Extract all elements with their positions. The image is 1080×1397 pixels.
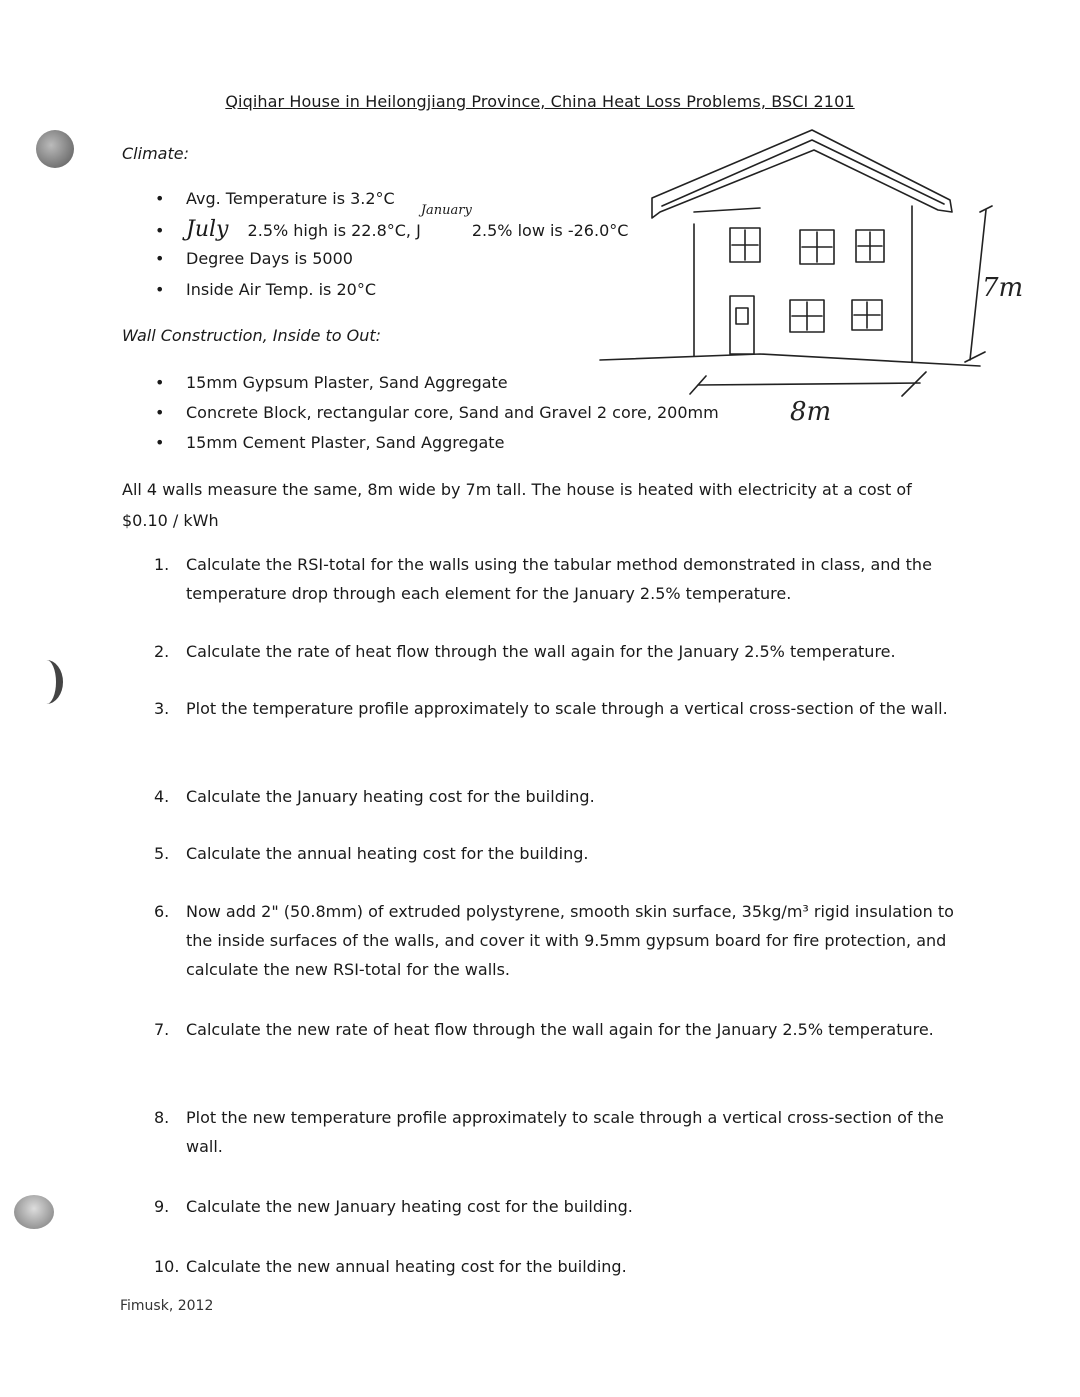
door	[730, 296, 754, 354]
wall-heading: Wall Construction, Inside to Out:	[122, 326, 382, 345]
july-handwritten: July	[186, 217, 229, 242]
eave-line	[694, 208, 760, 212]
question-number: 3.	[154, 699, 170, 718]
question-text: Calculate the new annual heating cost for the building.	[186, 1257, 627, 1276]
question-number: 10.	[154, 1257, 180, 1276]
wall-layer: • 15mm Cement Plaster, Sand Aggregate	[155, 433, 505, 452]
question-text: Now add 2" (50.8mm) of extruded polystyrene, smooth skin surface, 35kg/m³ rigid insulation to the inside surfaces of the walls, and cover it with 9.5mm gypsum board for fire protection, and calculate the new RSI-total for the walls.	[186, 902, 954, 979]
width-label: 8m	[790, 397, 832, 427]
climate-avg-temp: • Avg. Temperature is 3.2°C	[155, 189, 395, 208]
climate-design-temps: • July 2.5% high is 22.8°C, $J^{January}2.5\%$ low is -26.0°C	[155, 203, 629, 242]
degree-days-text: Degree Days is 5000	[186, 249, 353, 268]
question-text: Plot the new temperature profile approximately to scale through a vertical cross-section of the wall.	[186, 1108, 944, 1156]
question-text: Calculate the January heating cost for the building.	[186, 787, 595, 806]
height-label: 7m	[982, 273, 1024, 303]
question-item	[154, 1103, 954, 1161]
question-text: Calculate the annual heating cost for the building.	[186, 844, 589, 863]
question-text: Calculate the rate of heat flow through the wall again for the January 2.5% temperature.	[186, 642, 896, 661]
climate-inside-temp: • Inside Air Temp. is 20°C	[155, 280, 376, 299]
punch-hole-middle	[30, 660, 63, 704]
question-number: 5.	[154, 844, 170, 863]
question-item	[154, 694, 954, 723]
question-item	[154, 637, 954, 666]
wall-layer: • 15mm Gypsum Plaster, Sand Aggregate	[155, 373, 508, 392]
intro-paragraph: All 4 walls measure the same, 8m wide by 7m tall. The house is heated with electricity at a cost of $0.10 / kWh	[122, 480, 912, 530]
question-number: 6.	[154, 902, 170, 921]
question-item	[154, 839, 954, 868]
question-number: 2.	[154, 642, 170, 661]
house-sketch	[0, 0, 1080, 440]
roof-outline	[652, 130, 952, 218]
design-high-text: 2.5% high is 22.8°C, J	[247, 221, 421, 240]
question-text: Calculate the RSI-total for the walls using the tabular method demonstrated in class, and the temperature drop through each element for the January 2.5% temperature.	[186, 555, 932, 603]
question-item	[154, 550, 954, 608]
question-item	[154, 1015, 954, 1044]
roof-inner-line	[662, 140, 944, 206]
climate-heading: Climate:	[122, 144, 189, 163]
footer-credit: Fimusk, 2012	[120, 1298, 214, 1314]
wall-layer: • Concrete Block, rectangular core, Sand and Gravel 2 core, 200mm	[155, 403, 719, 422]
avg-temp-text: Avg. Temperature is 3.2°C	[186, 189, 395, 208]
question-item	[154, 1192, 954, 1221]
question-item	[154, 1252, 954, 1281]
question-number: 1.	[154, 555, 170, 574]
wall-layer-text: 15mm Gypsum Plaster, Sand Aggregate	[186, 373, 508, 392]
question-number: 8.	[154, 1108, 170, 1127]
question-number: 7.	[154, 1020, 170, 1039]
question-number: 4.	[154, 787, 170, 806]
question-item	[154, 782, 954, 811]
design-low-text: 2.5% low is -26.0°C	[471, 221, 629, 240]
question-text: Calculate the new rate of heat flow through the wall again for the January 2.5% temperature.	[186, 1020, 934, 1039]
question-text: Plot the temperature profile approximately to scale through a vertical cross-section of the wall.	[186, 699, 948, 718]
page-title: Qiqihar House in Heilongjiang Province, China Heat Loss Problems, BSCI 2101	[225, 92, 855, 111]
climate-degree-days: • Degree Days is 5000	[155, 249, 353, 268]
ground-line	[600, 354, 980, 366]
january-handwritten: January	[420, 203, 472, 218]
wall-layer-text: 15mm Cement Plaster, Sand Aggregate	[186, 433, 505, 452]
question-text: Calculate the new January heating cost for the building.	[186, 1197, 633, 1216]
width-dimension-line	[698, 383, 920, 385]
wall-layer-text: Concrete Block, rectangular core, Sand and Gravel 2 core, 200mm	[186, 403, 719, 422]
question-item	[154, 897, 954, 984]
inside-temp-text: Inside Air Temp. is 20°C	[186, 280, 376, 299]
question-number: 9.	[154, 1197, 170, 1216]
punch-hole-bottom	[14, 1195, 54, 1229]
